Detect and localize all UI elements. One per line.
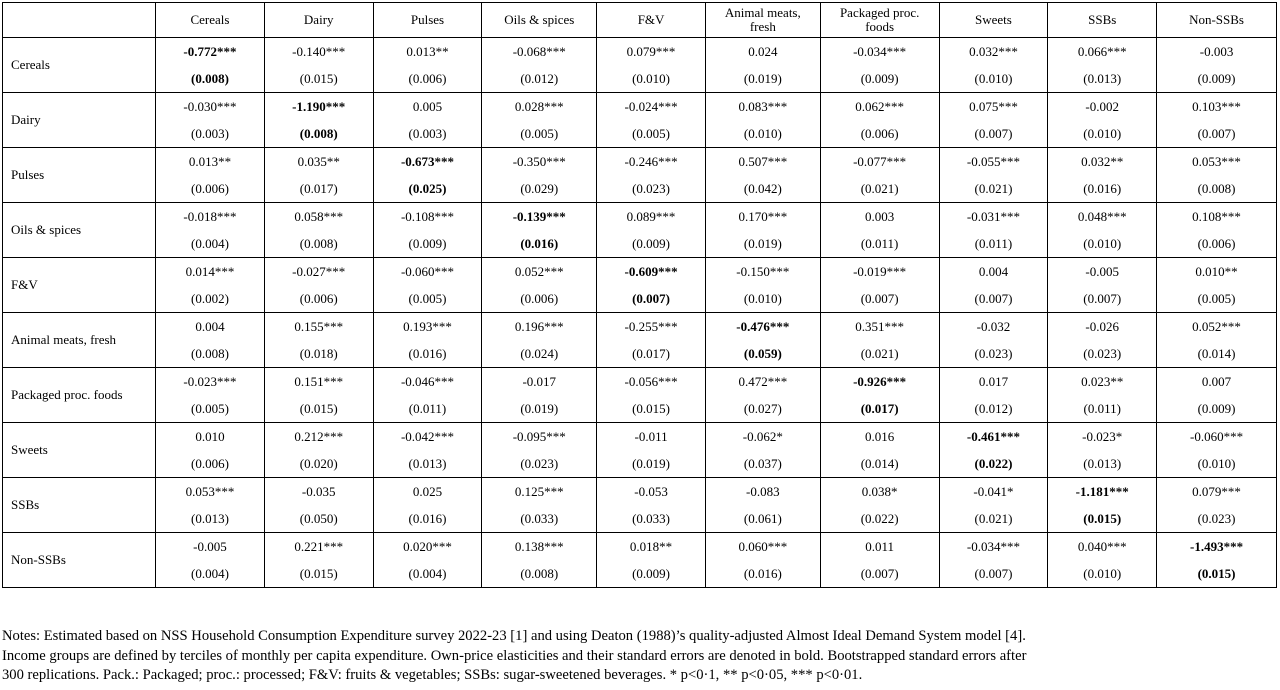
- elasticity-cell: 0.020***: [373, 533, 482, 561]
- elasticity-cell: -0.005: [1048, 258, 1157, 286]
- row-label: Oils & spices: [3, 203, 156, 258]
- elasticity-cell: 0.028***: [482, 93, 597, 121]
- table-row: [3, 38, 1277, 66]
- elasticity-cell: 0.013**: [156, 148, 265, 176]
- own-price-elasticity-cell: -1.190***: [264, 93, 373, 121]
- row-label: Animal meats, fresh: [3, 313, 156, 368]
- standard-error-cell: (0.012): [482, 65, 597, 93]
- elasticity-cell: 0.083***: [705, 93, 820, 121]
- elasticity-cell: 0.017: [939, 368, 1048, 396]
- own-price-elasticity-cell: -0.476***: [705, 313, 820, 341]
- standard-error-cell: (0.008): [482, 560, 597, 588]
- standard-error-cell: (0.004): [373, 560, 482, 588]
- table-row: [3, 285, 1277, 313]
- elasticity-cell: -0.005: [156, 533, 265, 561]
- elasticity-cell: -0.034***: [939, 533, 1048, 561]
- row-label: SSBs: [3, 478, 156, 533]
- notes-line: 300 replications. Pack.: Packaged; proc.: processed; F&V: fruits & vegetables; SSBs: sugar-sweetened beverages. * p<0·1, ** p<0·05, *** p<0·01.: [2, 667, 863, 683]
- own-price-se-cell: (0.017): [820, 395, 939, 423]
- standard-error-cell: (0.016): [705, 560, 820, 588]
- own-price-se-cell: (0.059): [705, 340, 820, 368]
- table-row: [3, 120, 1277, 148]
- elasticity-cell: 0.053***: [156, 478, 265, 506]
- standard-error-cell: (0.023): [939, 340, 1048, 368]
- elasticity-cell: 0.024: [705, 38, 820, 66]
- elasticity-cell: -0.035: [264, 478, 373, 506]
- standard-error-cell: (0.023): [482, 450, 597, 478]
- row-label: F&V: [3, 258, 156, 313]
- column-header: Non-SSBs: [1157, 3, 1277, 38]
- elasticity-cell: 0.013**: [373, 38, 482, 66]
- standard-error-cell: (0.007): [820, 285, 939, 313]
- header-row: [3, 3, 1277, 38]
- standard-error-cell: (0.010): [705, 120, 820, 148]
- standard-error-cell: (0.050): [264, 505, 373, 533]
- header-corner: [3, 3, 156, 38]
- standard-error-cell: (0.007): [1157, 120, 1277, 148]
- elasticity-cell: -0.032: [939, 313, 1048, 341]
- table-row: [3, 505, 1277, 533]
- table-row: [3, 533, 1277, 561]
- row-label: Non-SSBs: [3, 533, 156, 588]
- elasticity-cell: -0.041*: [939, 478, 1048, 506]
- standard-error-cell: (0.033): [482, 505, 597, 533]
- table-row: [3, 450, 1277, 478]
- elasticity-cell: -0.060***: [1157, 423, 1277, 451]
- elasticity-cell: 0.007: [1157, 368, 1277, 396]
- elasticity-cell: -0.030***: [156, 93, 265, 121]
- elasticity-cell: -0.062*: [705, 423, 820, 451]
- table-row: [3, 258, 1277, 286]
- elasticity-cell: 0.052***: [1157, 313, 1277, 341]
- own-price-se-cell: (0.022): [939, 450, 1048, 478]
- row-label: Cereals: [3, 38, 156, 93]
- elasticity-cell: 0.011: [820, 533, 939, 561]
- table-row: [3, 340, 1277, 368]
- elasticity-cell: 0.040***: [1048, 533, 1157, 561]
- elasticity-cell: 0.155***: [264, 313, 373, 341]
- standard-error-cell: (0.006): [264, 285, 373, 313]
- elasticity-cell: -0.246***: [597, 148, 706, 176]
- standard-error-cell: (0.005): [597, 120, 706, 148]
- table-row: [3, 368, 1277, 396]
- standard-error-cell: (0.006): [373, 65, 482, 93]
- standard-error-cell: (0.009): [597, 230, 706, 258]
- elasticity-cell: 0.060***: [705, 533, 820, 561]
- own-price-elasticity-cell: -0.461***: [939, 423, 1048, 451]
- standard-error-cell: (0.009): [820, 65, 939, 93]
- elasticity-table: [2, 2, 1277, 588]
- own-price-se-cell: (0.007): [597, 285, 706, 313]
- elasticity-cell: -0.060***: [373, 258, 482, 286]
- elasticity-cell: -0.002: [1048, 93, 1157, 121]
- table-body: [3, 38, 1277, 588]
- standard-error-cell: (0.010): [1048, 560, 1157, 588]
- elasticity-cell: 0.004: [939, 258, 1048, 286]
- elasticity-cell: 0.108***: [1157, 203, 1277, 231]
- standard-error-cell: (0.024): [482, 340, 597, 368]
- standard-error-cell: (0.004): [156, 560, 265, 588]
- elasticity-cell: 0.014***: [156, 258, 265, 286]
- column-header: Oils & spices: [482, 3, 597, 38]
- standard-error-cell: (0.006): [482, 285, 597, 313]
- standard-error-cell: (0.006): [1157, 230, 1277, 258]
- row-label: Sweets: [3, 423, 156, 478]
- standard-error-cell: (0.021): [939, 505, 1048, 533]
- elasticity-cell: -0.027***: [264, 258, 373, 286]
- column-header: Cereals: [156, 3, 265, 38]
- elasticity-cell: -0.018***: [156, 203, 265, 231]
- row-label: Dairy: [3, 93, 156, 148]
- elasticity-cell: 0.193***: [373, 313, 482, 341]
- elasticity-cell: 0.010**: [1157, 258, 1277, 286]
- notes-line: Notes: Estimated based on NSS Household Consumption Expenditure survey 2022-23 [1] and using Deaton (1988)’s quality-adjusted Almost Ideal Demand System model [4].: [2, 628, 1026, 644]
- own-price-elasticity-cell: -0.139***: [482, 203, 597, 231]
- standard-error-cell: (0.008): [156, 340, 265, 368]
- standard-error-cell: (0.005): [156, 395, 265, 423]
- elasticity-cell: 0.003: [820, 203, 939, 231]
- standard-error-cell: (0.016): [1048, 175, 1157, 203]
- elasticity-cell: -0.055***: [939, 148, 1048, 176]
- elasticity-cell: 0.351***: [820, 313, 939, 341]
- own-price-se-cell: (0.008): [264, 120, 373, 148]
- standard-error-cell: (0.005): [1157, 285, 1277, 313]
- elasticity-cell: 0.079***: [597, 38, 706, 66]
- elasticity-cell: 0.053***: [1157, 148, 1277, 176]
- elasticity-cell: -0.150***: [705, 258, 820, 286]
- elasticity-cell: -0.068***: [482, 38, 597, 66]
- elasticity-cell: -0.024***: [597, 93, 706, 121]
- elasticity-cell: 0.212***: [264, 423, 373, 451]
- standard-error-cell: (0.017): [264, 175, 373, 203]
- elasticity-cell: 0.032***: [939, 38, 1048, 66]
- standard-error-cell: (0.006): [156, 175, 265, 203]
- own-price-elasticity-cell: -0.926***: [820, 368, 939, 396]
- standard-error-cell: (0.015): [597, 395, 706, 423]
- standard-error-cell: (0.015): [264, 395, 373, 423]
- standard-error-cell: (0.007): [939, 560, 1048, 588]
- own-price-elasticity-cell: -1.493***: [1157, 533, 1277, 561]
- table-notes: [2, 627, 1278, 686]
- elasticity-cell: 0.058***: [264, 203, 373, 231]
- elasticity-cell: 0.018**: [597, 533, 706, 561]
- table-row: [3, 423, 1277, 451]
- standard-error-cell: (0.010): [1157, 450, 1277, 478]
- elasticity-cell: 0.038*: [820, 478, 939, 506]
- standard-error-cell: (0.019): [482, 395, 597, 423]
- elasticity-cell: -0.023***: [156, 368, 265, 396]
- standard-error-cell: (0.009): [373, 230, 482, 258]
- elasticity-cell: -0.034***: [820, 38, 939, 66]
- standard-error-cell: (0.061): [705, 505, 820, 533]
- standard-error-cell: (0.010): [1048, 230, 1157, 258]
- elasticity-cell: 0.125***: [482, 478, 597, 506]
- standard-error-cell: (0.009): [1157, 65, 1277, 93]
- elasticity-cell: 0.010: [156, 423, 265, 451]
- standard-error-cell: (0.011): [939, 230, 1048, 258]
- table-row: [3, 93, 1277, 121]
- column-header: F&V: [597, 3, 706, 38]
- standard-error-cell: (0.021): [939, 175, 1048, 203]
- elasticity-cell: 0.138***: [482, 533, 597, 561]
- elasticity-cell: -0.053: [597, 478, 706, 506]
- standard-error-cell: (0.014): [1157, 340, 1277, 368]
- standard-error-cell: (0.015): [264, 560, 373, 588]
- standard-error-cell: (0.010): [939, 65, 1048, 93]
- elasticity-cell: -0.017: [482, 368, 597, 396]
- own-price-se-cell: (0.016): [482, 230, 597, 258]
- standard-error-cell: (0.012): [939, 395, 1048, 423]
- standard-error-cell: (0.010): [1048, 120, 1157, 148]
- table-row: [3, 478, 1277, 506]
- standard-error-cell: (0.011): [820, 230, 939, 258]
- standard-error-cell: (0.018): [264, 340, 373, 368]
- elasticity-cell: -0.108***: [373, 203, 482, 231]
- standard-error-cell: (0.010): [705, 285, 820, 313]
- elasticity-cell: 0.062***: [820, 93, 939, 121]
- own-price-se-cell: (0.008): [156, 65, 265, 93]
- standard-error-cell: (0.006): [820, 120, 939, 148]
- elasticity-cell: -0.350***: [482, 148, 597, 176]
- table-row: [3, 395, 1277, 423]
- elasticity-cell: 0.032**: [1048, 148, 1157, 176]
- table-row: [3, 203, 1277, 231]
- elasticity-cell: -0.046***: [373, 368, 482, 396]
- standard-error-cell: (0.010): [597, 65, 706, 93]
- column-header: Animal meats, fresh: [705, 3, 820, 38]
- elasticity-cell: -0.095***: [482, 423, 597, 451]
- standard-error-cell: (0.013): [156, 505, 265, 533]
- standard-error-cell: (0.023): [1048, 340, 1157, 368]
- standard-error-cell: (0.007): [820, 560, 939, 588]
- standard-error-cell: (0.006): [156, 450, 265, 478]
- standard-error-cell: (0.004): [156, 230, 265, 258]
- elasticity-cell: -0.026: [1048, 313, 1157, 341]
- elasticity-cell: 0.052***: [482, 258, 597, 286]
- standard-error-cell: (0.029): [482, 175, 597, 203]
- elasticity-cell: -0.083: [705, 478, 820, 506]
- standard-error-cell: (0.011): [1048, 395, 1157, 423]
- table-row: [3, 175, 1277, 203]
- own-price-se-cell: (0.025): [373, 175, 482, 203]
- column-header: Sweets: [939, 3, 1048, 38]
- standard-error-cell: (0.042): [705, 175, 820, 203]
- standard-error-cell: (0.023): [1157, 505, 1277, 533]
- column-header: Packaged proc. foods: [820, 3, 939, 38]
- elasticity-cell: -0.056***: [597, 368, 706, 396]
- standard-error-cell: (0.003): [156, 120, 265, 148]
- standard-error-cell: (0.014): [820, 450, 939, 478]
- elasticity-cell: 0.025: [373, 478, 482, 506]
- column-header: Dairy: [264, 3, 373, 38]
- standard-error-cell: (0.017): [597, 340, 706, 368]
- elasticity-cell: -0.011: [597, 423, 706, 451]
- elasticity-cell: 0.089***: [597, 203, 706, 231]
- standard-error-cell: (0.007): [1048, 285, 1157, 313]
- table-row: [3, 230, 1277, 258]
- standard-error-cell: (0.007): [939, 285, 1048, 313]
- own-price-se-cell: (0.015): [1048, 505, 1157, 533]
- standard-error-cell: (0.020): [264, 450, 373, 478]
- elasticity-cell: 0.221***: [264, 533, 373, 561]
- standard-error-cell: (0.002): [156, 285, 265, 313]
- standard-error-cell: (0.022): [820, 505, 939, 533]
- own-price-elasticity-cell: -0.673***: [373, 148, 482, 176]
- own-price-se-cell: (0.015): [1157, 560, 1277, 588]
- elasticity-cell: 0.023**: [1048, 368, 1157, 396]
- table-row: [3, 313, 1277, 341]
- table-row: [3, 65, 1277, 93]
- standard-error-cell: (0.008): [1157, 175, 1277, 203]
- elasticity-cell: 0.075***: [939, 93, 1048, 121]
- standard-error-cell: (0.008): [264, 230, 373, 258]
- elasticity-cell: 0.507***: [705, 148, 820, 176]
- standard-error-cell: (0.019): [705, 230, 820, 258]
- elasticity-cell: -0.042***: [373, 423, 482, 451]
- elasticity-cell: -0.023*: [1048, 423, 1157, 451]
- elasticity-cell: -0.003: [1157, 38, 1277, 66]
- notes-line: Income groups are defined by terciles of monthly per capita expenditure. Own-price elasticities and their standard errors are denoted in bold. Bootstrapped standard errors after: [2, 647, 1027, 664]
- standard-error-cell: (0.011): [373, 395, 482, 423]
- elasticity-cell: 0.004: [156, 313, 265, 341]
- table-row: [3, 560, 1277, 588]
- elasticity-cell: 0.048***: [1048, 203, 1157, 231]
- elasticity-cell: 0.079***: [1157, 478, 1277, 506]
- standard-error-cell: (0.019): [597, 450, 706, 478]
- standard-error-cell: (0.005): [482, 120, 597, 148]
- row-label: Packaged proc. foods: [3, 368, 156, 423]
- standard-error-cell: (0.037): [705, 450, 820, 478]
- column-header: SSBs: [1048, 3, 1157, 38]
- elasticity-cell: 0.196***: [482, 313, 597, 341]
- elasticity-cell: -0.140***: [264, 38, 373, 66]
- own-price-elasticity-cell: -0.772***: [156, 38, 265, 66]
- elasticity-cell: 0.035**: [264, 148, 373, 176]
- elasticity-cell: -0.077***: [820, 148, 939, 176]
- standard-error-cell: (0.009): [597, 560, 706, 588]
- table-row: [3, 148, 1277, 176]
- standard-error-cell: (0.019): [705, 65, 820, 93]
- standard-error-cell: (0.016): [373, 505, 482, 533]
- standard-error-cell: (0.027): [705, 395, 820, 423]
- elasticity-cell: -0.019***: [820, 258, 939, 286]
- column-header: Pulses: [373, 3, 482, 38]
- elasticity-cell: 0.472***: [705, 368, 820, 396]
- standard-error-cell: (0.013): [1048, 65, 1157, 93]
- own-price-elasticity-cell: -1.181***: [1048, 478, 1157, 506]
- elasticity-cell: 0.103***: [1157, 93, 1277, 121]
- standard-error-cell: (0.021): [820, 175, 939, 203]
- elasticity-cell: 0.151***: [264, 368, 373, 396]
- elasticity-cell: 0.066***: [1048, 38, 1157, 66]
- standard-error-cell: (0.033): [597, 505, 706, 533]
- standard-error-cell: (0.023): [597, 175, 706, 203]
- standard-error-cell: (0.013): [373, 450, 482, 478]
- own-price-elasticity-cell: -0.609***: [597, 258, 706, 286]
- elasticity-cell: -0.031***: [939, 203, 1048, 231]
- elasticity-cell: 0.170***: [705, 203, 820, 231]
- standard-error-cell: (0.021): [820, 340, 939, 368]
- standard-error-cell: (0.005): [373, 285, 482, 313]
- standard-error-cell: (0.013): [1048, 450, 1157, 478]
- elasticity-cell: 0.005: [373, 93, 482, 121]
- standard-error-cell: (0.007): [939, 120, 1048, 148]
- standard-error-cell: (0.009): [1157, 395, 1277, 423]
- standard-error-cell: (0.015): [264, 65, 373, 93]
- standard-error-cell: (0.016): [373, 340, 482, 368]
- standard-error-cell: (0.003): [373, 120, 482, 148]
- row-label: Pulses: [3, 148, 156, 203]
- elasticity-cell: 0.016: [820, 423, 939, 451]
- elasticity-cell: -0.255***: [597, 313, 706, 341]
